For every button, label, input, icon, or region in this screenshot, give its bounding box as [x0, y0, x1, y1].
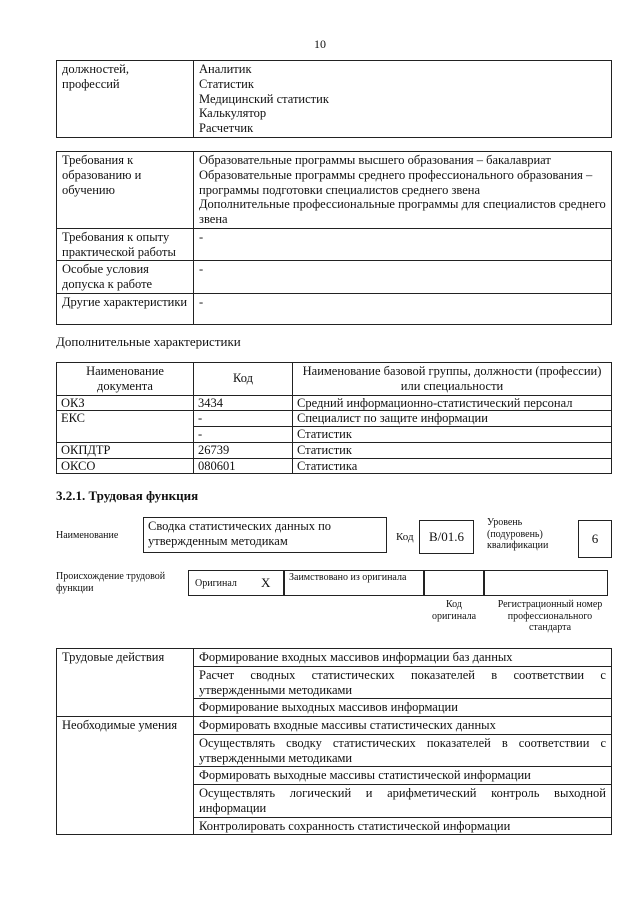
level-value: 6: [578, 520, 612, 558]
admission-label: Особые условия допуска к работе: [57, 261, 194, 294]
table-cell: 080601: [194, 458, 293, 474]
experience-value: -: [194, 228, 612, 261]
list-item: Формировать входные массивы статистических данных: [194, 717, 612, 735]
list-item: Формировать выходные массивы статистической информации: [194, 767, 612, 785]
reg-number-label: Регистрационный номер профессионального стандарта: [497, 599, 603, 633]
function-name: Сводка статистических данных по утвержденным методикам: [143, 517, 387, 553]
table-cell: Статистик: [293, 442, 612, 458]
list-item: Расчет сводных статистических показателей в соответствии с утвержденными методиками: [194, 666, 612, 699]
table-cell: 26739: [194, 442, 293, 458]
table-cell: Статистика: [293, 458, 612, 474]
education-label: Требования к образованию и обучению: [57, 152, 194, 229]
professions-values: [194, 61, 612, 138]
table-cell: -: [194, 411, 293, 427]
list-item: Осуществлять сводку статистических показателей в соответствии с утвержденными методиками: [194, 734, 612, 767]
table-cell: Средний информационно-статистический персонал: [293, 395, 612, 411]
requirements-table: [56, 151, 612, 325]
table-cell: 3434: [194, 395, 293, 411]
col-code: Код: [194, 363, 293, 396]
table-cell: ОКПДТР: [57, 442, 194, 458]
list-item: Формирование выходных массивов информации: [194, 699, 612, 717]
profession-item: Расчетчик: [199, 121, 254, 135]
section-title: 3.2.1. Трудовая функция: [56, 488, 199, 503]
table-cell: ЕКС: [57, 411, 194, 443]
list-item: Формирование входных массивов информации баз данных: [194, 649, 612, 667]
orig-code-label: Код оригинала: [431, 599, 477, 622]
name-label: Наименование: [56, 530, 119, 541]
page-number: 10: [314, 37, 326, 51]
other-value: -: [194, 293, 612, 324]
col-document: Наименование документа: [57, 363, 194, 396]
code-label: Код: [396, 531, 414, 543]
professions-label: должностей, профессий: [57, 61, 194, 138]
orig-code-cell: [424, 570, 484, 596]
experience-label: Требования к опыту практической работы: [57, 228, 194, 261]
reg-number-cell: [484, 570, 608, 596]
borrowed-cell: [284, 570, 424, 596]
code-value: B/01.6: [419, 520, 474, 554]
table-cell: Статистик: [293, 427, 612, 443]
admission-value: -: [194, 261, 612, 294]
table-cell: Специалист по защите информации: [293, 411, 612, 427]
table-cell: -: [194, 427, 293, 443]
list-item: Контролировать сохранность статистической информации: [194, 817, 612, 835]
original-label: Оригинал: [195, 578, 237, 589]
table-cell: ОКЗ: [57, 395, 194, 411]
functions-table: [56, 648, 612, 835]
profession-item: Аналитик: [199, 62, 252, 76]
level-label: Уровень (подуровень) квалификации: [487, 517, 549, 551]
additional-title: Дополнительные характеристики: [56, 334, 241, 349]
original-mark: X: [261, 575, 271, 590]
education-value: Образовательные программы высшего образования – бакалавриат Образовательные программы среднего профессионального образования – программы подготовки специалистов среднего звена Дополнительные профессиональные программы для специалистов среднего звена: [194, 152, 612, 229]
col-name: Наименование базовой группы, должности (профессии) или специальности: [293, 363, 612, 396]
profession-item: Калькулятор: [199, 106, 267, 121]
skills-label: Необходимые умения: [57, 717, 194, 835]
origin-label: Происхождение трудовой функции: [56, 571, 166, 594]
professions-table: [56, 60, 612, 138]
table-cell: ОКСО: [57, 458, 194, 474]
profession-item: Медицинский статистик: [199, 91, 329, 106]
other-label: Другие характеристики: [57, 293, 194, 324]
actions-label: Трудовые действия: [57, 649, 194, 717]
list-item: Осуществлять логический и арифметический контроль выходной информации: [194, 785, 612, 818]
original-cell: [188, 570, 284, 596]
profession-item: Статистик: [199, 76, 254, 91]
origin-row: [188, 570, 608, 596]
classifier-table: [56, 362, 612, 474]
borrowed-label: Заимствовано из оригинала: [289, 572, 407, 583]
